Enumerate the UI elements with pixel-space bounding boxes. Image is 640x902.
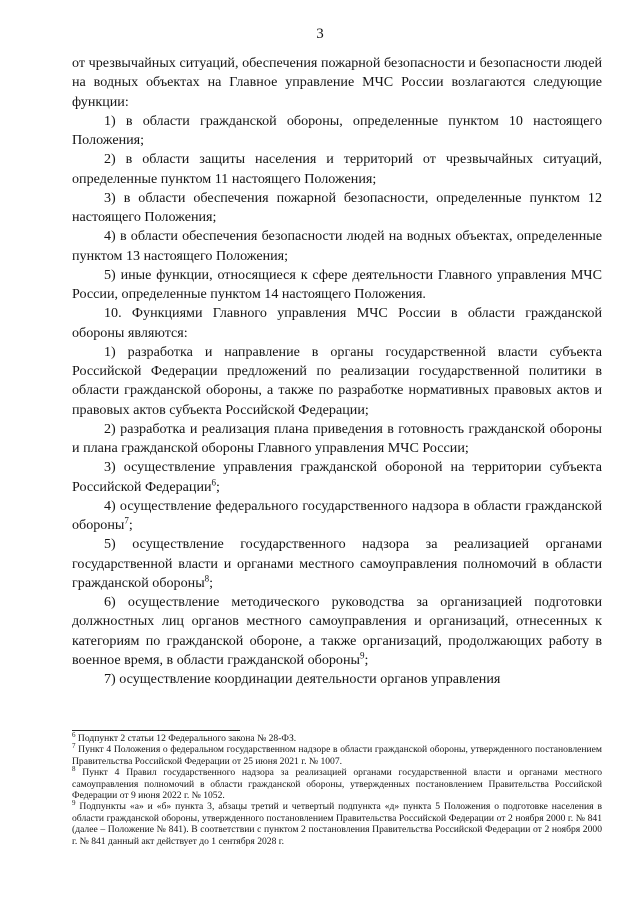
footnote-ref: 6	[211, 476, 217, 487]
footnote-ref: 9	[360, 650, 365, 661]
paragraph: 7) осуществление координации деятельности органов управления	[104, 671, 501, 687]
footnote-number: 7	[72, 742, 76, 751]
document-body	[72, 54, 602, 689]
footnote: $^9$ Подпункты «а» и «б» пункта 3, абзацы третий и четвертый подпункта «д» пункта 5 Положения о подготовке населения в области гражданской обороны, утвержденного постановлением Правительства Российской Федерации от 2 ноября 2000 г. № 841 (далее – Положение № 841). В соответствии с пунктом 2 постановления Правительства Российской Федерации от 2 ноября 2000 г. № 841 данный акт действует до 1 сентября 2028 г.	[72, 799, 602, 847]
paragraph: 1) разработка и направление в органы государственной власти субъекта Российской Федерации предложений по реализации государственной политики в области гражданской обороны, а также по разработке нормативных правовых актов и правовых актов субъекта Российской Федерации;	[72, 343, 602, 418]
footnote: $^6$ Подпункт 2 статьи 12 Федерального закона № 28-ФЗ.	[72, 730, 297, 744]
paragraph: 3) осуществление управления гражданской обороной на территории субъекта Российской Федерации$^6$;	[72, 459, 602, 495]
paragraph: 1) в области гражданской обороны, определенные пунктом 10 настоящего Положения;	[72, 112, 602, 148]
paragraph: 2) в области защиты населения и территорий от чрезвычайных ситуаций, определенные пунктом 11 настоящего Положения;	[72, 151, 602, 187]
paragraph: 5) иные функции, относящиеся к сфере деятельности Главного управления МЧС России, определенные пунктом 14 настоящего Положения.	[72, 266, 602, 302]
paragraph: 4) осуществление федерального государственного надзора в области гражданской обороны$^7$;	[72, 497, 602, 533]
footnote: $^8$ Пункт 4 Правил государственного надзора за реализацией органами государственной власти и органами местного самоуправления полномочий в области гражданской обороны, утвержденных постановлением Правительства Российской Федерации от 9 июня 2022 г. № 1052.	[72, 765, 602, 802]
footnote: $^7$ Пункт 4 Положения о федеральном государственном надзоре в области гражданской обороны, утвержденного постановлением Правительства Российской Федерации от 25 июня 2021 г. № 1007.	[72, 742, 602, 767]
footnote-ref: 7	[124, 515, 129, 526]
paragraph: 10. Функциями Главного управления МЧС России в области гражданской обороны являются:	[72, 305, 602, 341]
paragraph: 3) в области обеспечения пожарной безопасности, определенные пунктом 12 настоящего Положения;	[72, 189, 602, 225]
footnotes	[72, 730, 602, 847]
paragraph: 6) осуществление методического руководства за организацией подготовки должностных лиц органов местного самоуправления и организаций, отнесенных к категориям по гражданской обороне, а также организаций, продолжающих работу в военное время, в области гражданской обороны$^9$;	[72, 594, 602, 668]
page-number: 3	[316, 26, 324, 42]
paragraph: 2) разработка и реализация плана приведения в готовность гражданской обороны и плана гражданской обороны Главного управления МЧС России;	[72, 420, 602, 456]
footnote-number: 8	[72, 765, 76, 774]
footnote-ref: 8	[204, 573, 210, 584]
footnote-separator	[72, 730, 240, 731]
footnote-number: 6	[72, 730, 76, 739]
paragraph: 5) осуществление государственного надзора за реализацией органами государственной власти и органами местного самоуправления полномочий в области гражданской обороны$^8$;	[72, 536, 602, 591]
paragraph: 4) в области обеспечения безопасности людей на водных объектах, определенные пунктом 13 настоящего Положения;	[72, 228, 602, 264]
paragraph: от чрезвычайных ситуаций, обеспечения пожарной безопасности и безопасности людей на водных объектах на Главное управление МЧС России возлагаются следующие функции:	[72, 55, 602, 110]
footnote-number: 9	[72, 799, 76, 808]
